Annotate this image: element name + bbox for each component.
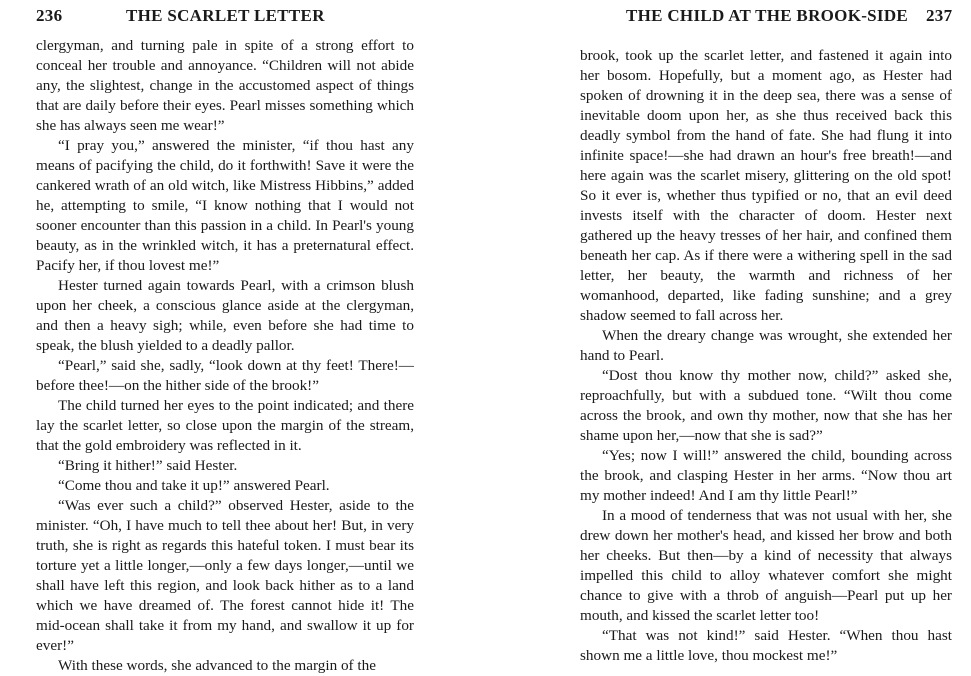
paragraph: “I pray you,” answered the minister, “if thou hast any means of pacifying the child, do it forthwith! Save it were the cankered wrath of an old witch, like Mistress Hibbins,” added he, attempting to smile, “I know nothing that I would not sooner encounter than this passion in a child. In Pearl's young beauty, as in the wrinkled witch, it has a preternatural effect. Pacify her, if thou lovest me!” — [36, 137, 414, 274]
paragraph: “Yes; now I will!” answered the child, bounding across the brook, and clasping Hester in her arms. “Now thou art my mother indeed! And I am thy little Pearl!” — [580, 447, 952, 504]
left-page — [0, 0, 486, 674]
left-running-title: THE SCARLET LETTER — [126, 6, 325, 25]
paragraph: “That was not kind!” said Hester. “When thou hast shown me a little love, thou mockest me!” — [580, 627, 952, 664]
paragraph: Hester turned again towards Pearl, with a crimson blush upon her cheek, a conscious glance aside at the clergyman, and then a heavy sigh; while, even before she had time to speak, the blush yielded to a deadly pallor. — [36, 277, 414, 354]
paragraph: “Bring it hither!” said Hester. — [58, 457, 238, 474]
right-page — [486, 0, 971, 664]
paragraph: The child turned her eyes to the point indicated; and there lay the scarlet letter, so close upon the margin of the stream, that the gold embroidery was reflected in it. — [36, 397, 414, 454]
paragraph: clergyman, and turning pale in spite of a strong effort to conceal her trouble and annoyance. “Children will not abide any, the slightest, change in the accustomed aspect of things that are daily before their eyes. Pearl misses something which she has always seen me wear!” — [36, 37, 414, 134]
left-page-number: 236 — [36, 6, 63, 25]
paragraph: brook, took up the scarlet letter, and fastened it again into her bosom. Hopefully, but a moment ago, as Hester had spoken of drowning it in the deep sea, there was a sense of inevitable doom upon her, as she thus received back this deadly symbol from the hand of fate. She had flung it into infinite space!—she had drawn an hour's free breath!—and here again was the scarlet misery, glittering on the old spot! So it ever is, whether thus typified or no, that an evil deed invests itself with the character of doom. Hester next gathered up the heavy tresses of her hair, and confined them beneath her cap. As if there were a withering spell in the sad letter, her beauty, the warmth and richness of her womanhood, departed, like fading sunshine; and a grey shadow seemed to fall across her. — [580, 47, 952, 324]
paragraph: “Dost thou know thy mother now, child?” asked she, reproachfully, but with a subdued tone. “Wilt thou come across the brook, and own thy mother, now that she has her shame upon her,—now that she is sad?” — [580, 367, 952, 444]
paragraph: When the dreary change was wrought, she extended her hand to Pearl. — [580, 327, 952, 364]
paragraph: “Pearl,” said she, sadly, “look down at thy feet! There!—before thee!—on the hither side of the brook!” — [36, 357, 414, 394]
right-page-number: 237 — [926, 6, 953, 25]
left-body-text — [36, 36, 414, 676]
right-running-title: THE CHILD AT THE BROOK-SIDE — [626, 6, 909, 25]
right-body-text — [580, 46, 952, 666]
paragraph: “Was ever such a child?” observed Hester, aside to the minister. “Oh, I have much to tell thee about her! But, in very truth, she is right as regards this hateful token. I must bear its torture yet a little longer,—only a few days longer,—until we shall have left this region, and look back hither as to a land which we have dreamed of. The forest cannot hide it! The mid-ocean shall take it from my hand, and swallow it up for ever!” — [36, 497, 414, 654]
paragraph: In a mood of tenderness that was not usual with her, she drew down her mother's head, and kissed her brow and both her cheeks. But then—by a kind of necessity that always impelled this child to alloy whatever comfort she might chance to give with a throb of anguish—Pearl put up her mouth, and kissed the scarlet letter too! — [580, 507, 952, 624]
paragraph: With these words, she advanced to the margin of the — [58, 657, 376, 674]
paragraph: “Come thou and take it up!” answered Pearl. — [58, 477, 330, 494]
